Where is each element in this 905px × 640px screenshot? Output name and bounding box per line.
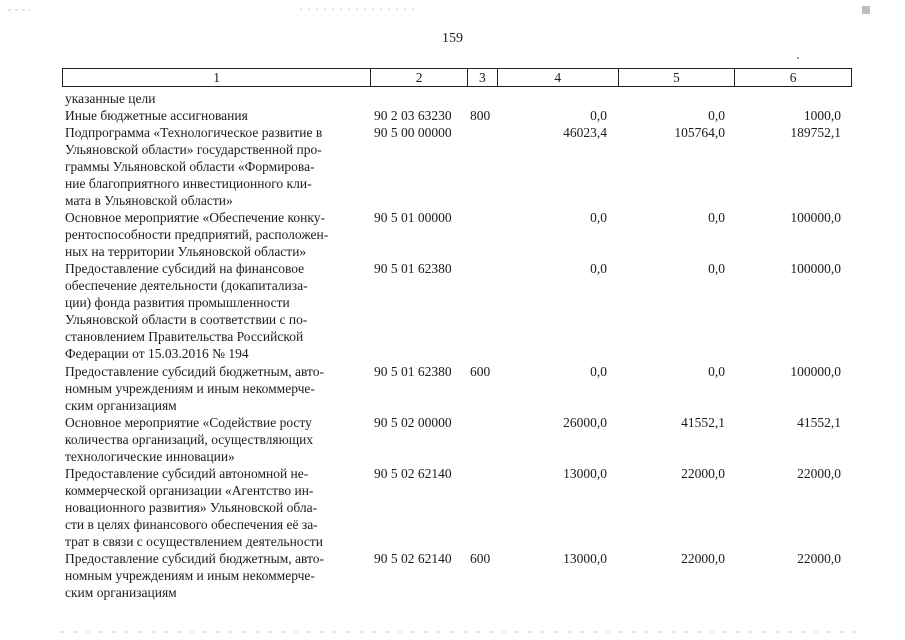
- row-description: Предоставление субсидий автономной не- коммерческой организации «Агентство ин- новационного развития» Ульяновской обла- сти в целях финансового обеспечения её за- трат в связи с осуществлением деятельности: [65, 466, 324, 549]
- header-col-4: 4: [497, 69, 618, 86]
- row-value-6: 100000,0: [790, 364, 841, 379]
- row-value-5: 0,0: [708, 364, 725, 379]
- header-col-6: 6: [734, 69, 851, 86]
- row-value-5: 0,0: [708, 210, 725, 225]
- row-value-4: 26000,0: [563, 415, 607, 430]
- row-description: Предоставление субсидий бюджетным, авто- номным учреждениям и иным некоммерче- ским организациям: [65, 551, 324, 600]
- row-code: 90 5 02 00000: [374, 415, 452, 430]
- row-code: 90 5 02 62140: [374, 551, 452, 566]
- row-code: 90 5 01 00000: [374, 210, 452, 225]
- row-value-4: 13000,0: [563, 551, 607, 566]
- row-value-6: 22000,0: [797, 551, 841, 566]
- header-col-3: 3: [467, 69, 497, 86]
- row-code: 90 5 00 00000: [374, 125, 452, 140]
- row-value-4: 0,0: [590, 261, 607, 276]
- row-expense-type: 600: [470, 551, 491, 566]
- row-value-5: 22000,0: [681, 551, 725, 566]
- row-value-6: 22000,0: [797, 466, 841, 481]
- row-expense-type: 600: [470, 364, 491, 379]
- row-code: 90 5 01 62380: [374, 364, 452, 379]
- row-description: указанные цели: [65, 91, 156, 106]
- row-value-6: 189752,1: [790, 125, 841, 140]
- row-description: Основное мероприятие «Обеспечение конку- рентоспособности предприятий, расположен- ных на территории Ульяновской области»: [65, 210, 329, 259]
- row-value-5: 0,0: [708, 108, 725, 123]
- row-description: Предоставление субсидий на финансовое обеспечение деятельности (докапитализа- ции) фонда развития промышленности Ульяновской области в соответствии с по- становлением Правительства Российской Федерации от 15.03.2016 № 194: [65, 261, 308, 361]
- row-value-5: 0,0: [708, 261, 725, 276]
- page-number: 159: [442, 31, 463, 46]
- row-value-4: 46023,4: [563, 125, 607, 140]
- row-description: Подпрограмма «Технологическое развитие в Ульяновской области» государственной про- граммы Ульяновской области «Формирова- ние благоприятного инвестиционного кли- мата в Ульяновской области»: [65, 125, 323, 208]
- row-value-6: 1000,0: [803, 108, 841, 123]
- row-value-4: 13000,0: [563, 466, 607, 481]
- row-code: 90 2 03 63230: [374, 108, 452, 123]
- row-value-4: 0,0: [590, 108, 607, 123]
- row-description: Иные бюджетные ассигнования: [65, 108, 248, 123]
- row-value-4: 0,0: [590, 364, 607, 379]
- row-value-5: 41552,1: [681, 415, 725, 430]
- row-value-5: 22000,0: [681, 466, 725, 481]
- row-code: 90 5 02 62140: [374, 466, 452, 481]
- row-code: 90 5 01 62380: [374, 261, 452, 276]
- row-value-5: 105764,0: [674, 125, 725, 140]
- row-description: Предоставление субсидий бюджетным, авто- номным учреждениям и иным некоммерче- ским организациям: [65, 364, 324, 413]
- header-col-5: 5: [618, 69, 735, 86]
- row-description: Основное мероприятие «Содействие росту количества организаций, осуществляющих технологические инновации»: [65, 415, 314, 464]
- row-value-6: 100000,0: [790, 210, 841, 225]
- row-value-4: 0,0: [590, 210, 607, 225]
- row-expense-type: 800: [470, 108, 491, 123]
- row-value-6: 41552,1: [797, 415, 841, 430]
- row-value-6: 100000,0: [790, 261, 841, 276]
- header-col-1: 1: [213, 69, 220, 85]
- header-col-2: 2: [370, 69, 467, 86]
